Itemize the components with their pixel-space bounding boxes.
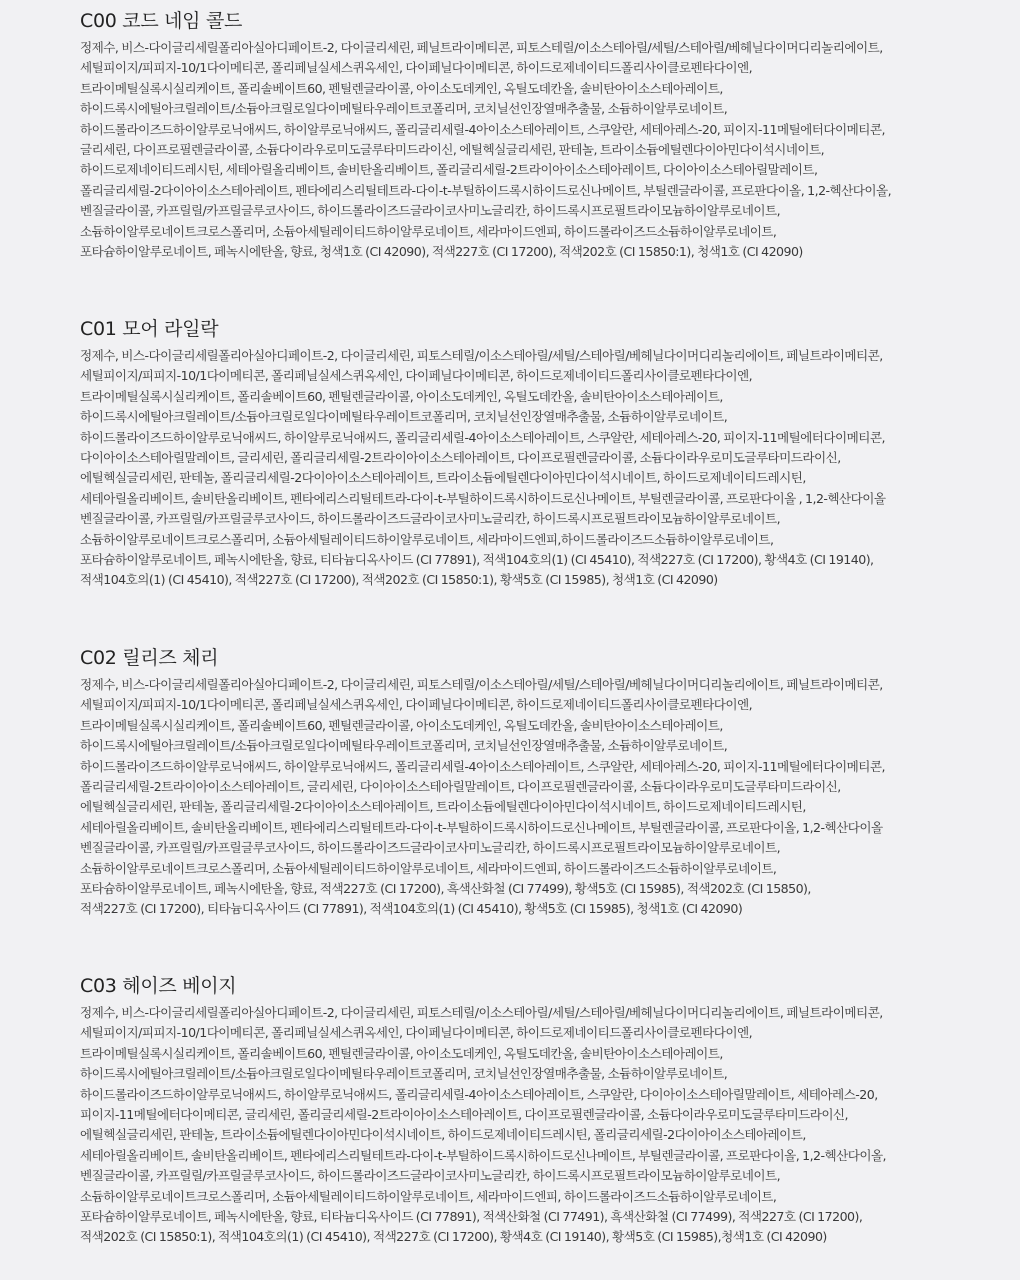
ingredient-line: 에틸헥실글리세린, 판테놀, 폴리글리세릴-2다이아이소스테아레이트, 트라이소듐에틸렌다이아민다이석시네이트, 하이드로제네이티드레시틴,: [80, 470, 806, 486]
ingredient-line: 벤질글라이콜, 카프릴릴/카프릴글루코사이드, 하이드롤라이즈드글라이코사미노글리칸, 하이드록시프로필트라이모늄하이알루로네이트,: [80, 840, 781, 856]
ingredient-line: 포타슘하이알루로네이트, 페녹시에탄올, 향료, 적색227호 (CI 17200), 흑색산화철 (CI 77499), 황색5호 (CI 15985), 적색202호 (CI 15850),: [80, 881, 811, 897]
ingredient-list: [80, 38, 960, 262]
ingredient-line: 트라이메틸실록시실리케이트, 폴리솔베이트60, 펜틸렌글라이콜, 아이소도데케인, 옥틸도데칸올, 솔비탄아이소스테아레이트,: [80, 388, 723, 404]
ingredient-line: 포타슘하이알루로네이트, 페녹시에탄올, 향료, 티타늄디옥사이드 (CI 77891), 적색산화철 (CI 77491), 흑색산화철 (CI 77499), 적색227호 (CI 17200),: [80, 1209, 863, 1225]
ingredient-line: 세테아릴올리베이트, 솔비탄올리베이트, 펜타에리스리틸테트라-다이-t-부틸하이드록시하이드로신나메이트, 부틸렌글라이콜, 프로판다이올, 1,2-헥산다이올: [80, 819, 883, 835]
ingredient-line: 소듐하이알루로네이트크로스폴리머, 소듐아세틸레이티드하이알루로네이트, 세라마이드엔피, 하이드롤라이즈드소듐하이알루로네이트,: [80, 1188, 777, 1204]
shade-title: C02 릴리즈 체리: [80, 647, 219, 669]
ingredient-list: [80, 675, 960, 920]
ingredient-line: 피이지-11메틸에터다이메티콘, 글리세린, 폴리글리세릴-2트라이아이소스테아레이트, 다이프로필렌글라이콜, 소듐다이라우로미도글루타미드라이신,: [80, 1107, 849, 1123]
ingredient-line: 트라이메틸실록시실리케이트, 폴리솔베이트60, 펜틸렌글라이콜, 아이소도데케인, 옥틸도데칸올, 솔비탄아이소스테아레이트,: [80, 717, 723, 733]
ingredient-line: 글리세린, 다이프로필렌글라이콜, 소듐다이라우로미도글루타미드라이신, 에틸헥실글리세린, 판테놀, 트라이소듐에틸렌다이아민다이석시네이트,: [80, 142, 825, 158]
ingredient-line: 정제수, 비스-다이글리세릴폴리아실아디페이트-2, 다이글리세린, 피토스테릴/이소스테아릴/세틸/스테아릴/베헤닐다이머디리놀리에이트, 페닐트라이메티콘,: [80, 1005, 883, 1020]
shade-title: C01 모어 라일락: [80, 318, 219, 340]
shade-section-c03: [80, 973, 960, 1248]
ingredient-line: 에틸헥실글리세린, 판테놀, 폴리글리세릴-2다이아이소스테아레이트, 트라이소듐에틸렌다이아민다이석시네이트, 하이드로제네이티드레시틴,: [80, 799, 806, 815]
ingredient-line: 다이아이소스테아릴말레이트, 글리세린, 폴리글리세릴-2트라이아이소스테아레이트, 다이프로필렌글라이콜, 소듐다이라우로미도글루타미드라이신,: [80, 450, 841, 466]
ingredient-line: 하이드롤라이즈드하이알루로닉애씨드, 하이알루로닉애씨드, 폴리글리세릴-4아이소스테아레이트, 스쿠알란, 세테아레스-20, 피이지-11메틸에터다이메티콘,: [80, 758, 885, 774]
ingredient-line: 포타슘하이알루로네이트, 페녹시에탄올, 향료, 티타늄디옥사이드 (CI 77891), 적색104호의(1) (CI 45410), 적색227호 (CI 17200), 황색4호 (CI 19140),: [80, 552, 874, 568]
ingredient-line: 하이드로제네이티드레시틴, 세테아릴올리베이트, 솔비탄올리베이트, 폴리글리세릴-2트라이아이소스테아레이트, 다이아이소스테아릴말레이트,: [80, 162, 818, 178]
ingredient-line: 포타슘하이알루로네이트, 페녹시에탄올, 향료, 청색1호 (CI 42090), 적색227호 (CI 17200), 적색202호 (CI 15850:1), 청색1호 (CI 42090): [80, 244, 803, 260]
ingredient-line: 트라이메틸실록시실리케이트, 폴리솔베이트60, 펜틸렌글라이콜, 아이소도데케인, 옥틸도데칸올, 솔비탄아이소스테아레이트,: [80, 80, 723, 96]
ingredient-line: 소듐하이알루로네이트크로스폴리머, 소듐아세틸레이티드하이알루로네이트, 세라마이드엔피, 하이드롤라이즈드소듐하이알루로네이트,: [80, 860, 777, 876]
ingredient-line: 정제수, 비스-다이글리세릴폴리아실아디페이트-2, 다이글리세린, 피토스테릴/이소스테아릴/세틸/스테아릴/베헤닐다이머디리놀리에이트, 페닐트라이메티콘,: [80, 348, 883, 363]
ingredient-line: 적색202호 (CI 15850:1), 적색104호의(1) (CI 45410), 적색227호 (CI 17200), 황색4호 (CI 19140), 황색5호 (CI 15985),청색1호 (CI 42090): [80, 1229, 827, 1245]
ingredient-line: 세틸피이지/피피지-10/1다이메티콘, 폴리페닐실세스퀴옥세인, 다이페닐다이메티콘, 하이드로제네이티드폴리사이클로펜타다이엔,: [80, 1025, 753, 1041]
ingredient-line: 정제수, 비스-다이글리세릴폴리아실아디페이트-2, 다이글리세린, 페닐트라이메티콘, 피토스테릴/이소스테아릴/세틸/스테아릴/베헤닐다이머디리놀리에이트,: [80, 40, 883, 55]
ingredient-list: [80, 1003, 960, 1248]
ingredient-line: 세틸피이지/피피지-10/1다이메티콘, 폴리페닐실세스퀴옥세인, 다이페닐다이메티콘, 하이드로제네이티드폴리사이클로펜타다이엔,: [80, 697, 753, 713]
ingredient-line: 하이드록시에틸아크릴레이트/소듐아크릴로일다이메틸타우레이트코폴리머, 코치닐선인장열매추출물, 소듐하이알루로네이트,: [80, 1066, 728, 1082]
ingredient-line: 폴리글리세릴-2트라이아이소스테아레이트, 글리세린, 다이아이소스테아릴말레이트, 다이프로필렌글라이콜, 소듐다이라우로미도글루타미드라이신,: [80, 779, 841, 795]
ingredient-line: 소듐하이알루로네이트크로스폴리머, 소듐아세틸레이티드하이알루로네이트, 세라마이드엔피,하이드롤라이즈드소듐하이알루로네이트,: [80, 531, 774, 547]
ingredient-line: 적색104호의(1) (CI 45410), 적색227호 (CI 17200), 적색202호 (CI 15850:1), 황색5호 (CI 15985), 청색1호 (CI 42090): [80, 572, 718, 588]
ingredient-line: 에틸헥실글리세린, 판테놀, 트라이소듐에틸렌다이아민다이석시네이트, 하이드로제네이티드레시틴, 폴리글리세릴-2다이아이소스테아레이트,: [80, 1127, 806, 1143]
ingredient-line: 세틸피이지/피피지-10/1다이메티콘, 폴리페닐실세스퀴옥세인, 다이페닐다이메티콘, 하이드로제네이티드폴리사이클로펜타다이엔,: [80, 368, 753, 384]
ingredient-line: 하이드롤라이즈드하이알루로닉애씨드, 하이알루로닉애씨드, 폴리글리세릴-4아이소스테아레이트, 스쿠알란, 세테아레스-20, 피이지-11메틸에터다이메티콘,: [80, 429, 885, 445]
ingredient-list: [80, 346, 960, 591]
ingredient-line: 벤질글라이콜, 카프릴릴/카프릴글루코사이드, 하이드롤라이즈드글라이코사미노글리칸, 하이드록시프로필트라이모늄하이알루로네이트,: [80, 511, 781, 527]
ingredient-line: 적색227호 (CI 17200), 티타늄디옥사이드 (CI 77891), 적색104호의(1) (CI 45410), 황색5호 (CI 15985), 청색1호 (CI 42090): [80, 901, 743, 917]
ingredient-line: 세테아릴올리베이트, 솔비탄올리베이트, 펜타에리스리틸테트라-다이-t-부틸하이드록시하이드로신나메이트, 부틸렌글라이콜, 프로판다이올 , 1,2-헥산다이올: [80, 490, 886, 506]
ingredient-line: 세틸피이지/피피지-10/1다이메티콘, 폴리페닐실세스퀴옥세인, 다이페닐다이메티콘, 하이드로제네이티드폴리사이클로펜타다이엔,: [80, 60, 753, 76]
ingredient-line: 하이드롤라이즈드하이알루로닉애씨드, 하이알루로닉애씨드, 폴리글리세릴-4아이소스테아레이트, 스쿠알란, 다이아이소스테아릴말레이트, 세테아레스-20,: [80, 1086, 878, 1102]
ingredient-line: 하이드록시에틸아크릴레이트/소듐아크릴로일다이메틸타우레이트코폴리머, 코치닐선인장열매추출물, 소듐하이알루로네이트,: [80, 738, 728, 754]
ingredient-line: 벤질글라이콜, 카프릴릴/카프릴글루코사이드, 하이드롤라이즈드글라이코사미노글리칸, 하이드록시프로필트라이모늄하이알루로네이트,: [80, 203, 781, 219]
shade-section-c02: [80, 645, 960, 920]
ingredient-line: 소듐하이알루로네이트크로스폴리머, 소듐아세틸레이티드하이알루로네이트, 세라마이드엔피, 하이드롤라이즈드소듐하이알루로네이트,: [80, 223, 777, 239]
ingredient-line: 벤질글라이콜, 카프릴릴/카프릴글루코사이드, 하이드롤라이즈드글라이코사미노글리칸, 하이드록시프로필트라이모늄하이알루로네이트,: [80, 1168, 781, 1184]
ingredient-line: 하이드록시에틸아크릴레이트/소듐아크릴로일다이메틸타우레이트코폴리머, 코치닐선인장열매추출물, 소듐하이알루로네이트,: [80, 409, 728, 425]
ingredient-line: 하이드롤라이즈드하이알루로닉애씨드, 하이알루로닉애씨드, 폴리글리세릴-4아이소스테아레이트, 스쿠알란, 세테아레스-20, 피이지-11메틸에터다이메티콘,: [80, 121, 885, 137]
ingredient-line: 폴리글리세릴-2다이아이소스테아레이트, 펜타에리스리틸테트라-다이-t-부틸하이드록시하이드로신나메이트, 부틸렌글라이콜, 프로판다이올, 1,2-헥산다이올,: [80, 182, 892, 198]
shade-section-c01: [80, 316, 960, 591]
shade-section-c00: [80, 8, 960, 262]
ingredient-line: 하이드록시에틸아크릴레이트/소듐아크릴로일다이메틸타우레이트코폴리머, 코치닐선인장열매추출물, 소듐하이알루로네이트,: [80, 101, 728, 117]
ingredient-line: 세테아릴올리베이트, 솔비탄올리베이트, 펜타에리스리틸테트라-다이-t-부틸하이드록시하이드로신나메이트, 부틸렌글라이콜, 프로판다이올, 1,2-헥산다이올,: [80, 1147, 887, 1163]
shade-title: C03 헤이즈 베이지: [80, 975, 237, 997]
ingredient-line: 정제수, 비스-다이글리세릴폴리아실아디페이트-2, 다이글리세린, 피토스테릴/이소스테아릴/세틸/스테아릴/베헤닐다이머디리놀리에이트, 페닐트라이메티콘,: [80, 677, 883, 692]
shade-title: C00 코드 네임 콜드: [80, 10, 243, 32]
ingredient-line: 트라이메틸실록시실리케이트, 폴리솔베이트60, 펜틸렌글라이콜, 아이소도데케인, 옥틸도데칸올, 솔비탄아이소스테아레이트,: [80, 1045, 723, 1061]
